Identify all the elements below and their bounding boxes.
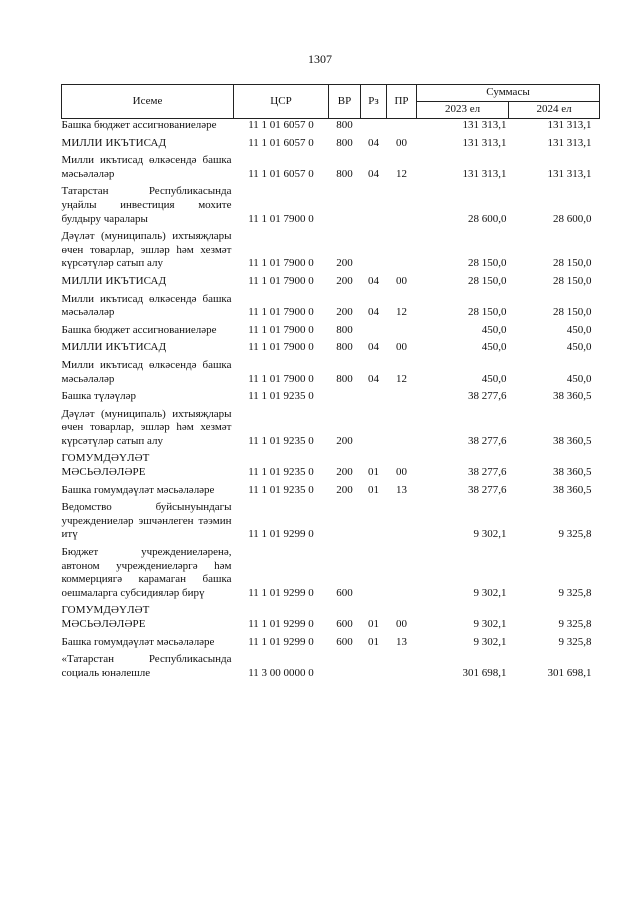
- cell-pr: [387, 185, 417, 230]
- cell-y2: 450,0: [566, 323, 592, 336]
- cell-pr: 00: [396, 136, 407, 149]
- table-row: [62, 119, 600, 137]
- cell-rz: [361, 501, 387, 546]
- cell-rz: 01: [368, 618, 379, 630]
- cell-y2: 28 600,0: [553, 212, 592, 225]
- cell-csr: 11 1 01 7900 0: [248, 212, 314, 225]
- cell-vr: 200: [336, 274, 353, 287]
- cell-pr: 00: [396, 274, 407, 287]
- cell-pr: [387, 653, 417, 684]
- table-row: [62, 230, 600, 275]
- cell-csr: 11 3 00 0000 0: [248, 666, 314, 679]
- table-row: [62, 324, 600, 342]
- cell-y1: 38 277,6: [468, 466, 507, 479]
- cell-vr: 600: [336, 618, 353, 630]
- cell-rz: [361, 408, 387, 453]
- cell-pr: 12: [396, 306, 407, 319]
- cell-rz: 04: [368, 274, 379, 287]
- table-row: [62, 636, 600, 654]
- cell-name: МИЛЛИ ИКЪТИСАД: [61, 136, 167, 149]
- cell-pr: [387, 230, 417, 275]
- cell-vr: 200: [336, 434, 353, 447]
- header-pr: ПР: [387, 85, 417, 119]
- cell-pr: [387, 546, 417, 604]
- cell-rz: [361, 230, 387, 275]
- cell-pr: 00: [396, 466, 407, 479]
- cell-y2: 28 150,0: [553, 306, 592, 319]
- cell-csr: 11 1 01 7900 0: [248, 372, 314, 385]
- cell-y1: 9 302,1: [473, 528, 507, 541]
- cell-vr: 800: [336, 341, 353, 354]
- cell-y1: 9 302,1: [473, 618, 507, 630]
- cell-vr: 800: [336, 136, 353, 149]
- cell-name: «Татарстан Республикасында социаль юнəлешле: [61, 653, 232, 679]
- cell-csr: 11 1 01 9299 0: [248, 586, 314, 599]
- cell-rz: 04: [368, 306, 379, 319]
- cell-csr: 11 1 01 7900 0: [248, 341, 314, 354]
- cell-name: Дəүлəт (муниципаль) ихтыяҗлары өчен товарлар, эшлəр һəм хезмəт күрсəтүлəр сатып алу: [61, 230, 232, 270]
- cell-y1: 38 277,6: [468, 390, 507, 403]
- cell-pr: 12: [396, 372, 407, 385]
- cell-vr: 200: [336, 466, 353, 479]
- cell-y2: 450,0: [566, 372, 592, 385]
- header-year-2023: 2023 ел: [417, 102, 509, 119]
- cell-pr: [387, 408, 417, 453]
- cell-name: Милли икътисад өлкəсендə башка мəсьəлəлəр: [61, 154, 232, 180]
- cell-pr: 13: [396, 483, 407, 496]
- cell-name: Башка бюджет ассигнованиелəре: [61, 323, 217, 336]
- cell-csr: 11 1 01 6057 0: [248, 136, 314, 149]
- cell-y1: 450,0: [481, 323, 507, 336]
- table-row: [62, 604, 600, 635]
- table-row: [62, 390, 600, 408]
- cell-vr: [329, 185, 361, 230]
- cell-name: Башка түлəүлəр: [61, 390, 137, 403]
- header-name: Исеме: [62, 85, 234, 119]
- cell-y1: 28 150,0: [468, 274, 507, 287]
- cell-pr: 00: [396, 341, 407, 354]
- cell-y2: 450,0: [566, 341, 592, 354]
- cell-csr: 11 1 01 9235 0: [248, 466, 314, 479]
- cell-pr: [387, 119, 417, 137]
- cell-y2: 131 313,1: [547, 119, 592, 131]
- table-row: [62, 359, 600, 390]
- cell-y2: 28 150,0: [553, 274, 592, 287]
- cell-y1: 28 150,0: [468, 306, 507, 319]
- cell-y1: 301 698,1: [462, 666, 507, 679]
- cell-y1: 9 302,1: [473, 586, 507, 599]
- cell-y1: 131 313,1: [462, 136, 507, 149]
- cell-y1: 38 277,6: [468, 434, 507, 447]
- table-header: [62, 85, 600, 119]
- cell-csr: 11 1 01 9235 0: [248, 434, 314, 447]
- cell-name: Башка бюджет ассигнованиелəре: [61, 119, 217, 131]
- page-number: 1307: [308, 52, 332, 66]
- cell-csr: 11 1 01 6057 0: [248, 119, 314, 131]
- cell-y1: 9 302,1: [473, 635, 507, 648]
- cell-rz: [361, 185, 387, 230]
- cell-y2: 9 325,8: [558, 635, 592, 648]
- cell-vr: [329, 501, 361, 546]
- cell-csr: 11 1 01 9299 0: [248, 618, 314, 630]
- cell-vr: 600: [336, 635, 353, 648]
- cell-vr: [329, 653, 361, 684]
- cell-rz: 04: [368, 372, 379, 385]
- budget-table: [61, 84, 600, 684]
- cell-pr: [387, 501, 417, 546]
- cell-rz: [361, 546, 387, 604]
- cell-vr: 200: [336, 306, 353, 319]
- cell-y1: 28 150,0: [468, 257, 507, 270]
- header-sums: Суммасы: [417, 85, 600, 102]
- cell-name: Башка гомумдəүлəт мəсьəлəлəре: [61, 635, 215, 648]
- cell-vr: 600: [336, 586, 353, 599]
- cell-name: Бюджет учреждениелəренə, автоном учреждениелəргə һəм коммерциягə карамаган башка оешмаларга субсидиялəр бирү: [61, 546, 232, 599]
- cell-y1: 131 313,1: [462, 119, 507, 131]
- cell-pr: [387, 390, 417, 408]
- cell-y2: 38 360,5: [553, 466, 592, 479]
- cell-name: Дəүлəт (муниципаль) ихтыяҗлары өчен товарлар, эшлəр һəм хезмəт күрсəтүлəр сатып алу: [61, 407, 232, 447]
- cell-csr: 11 1 01 6057 0: [248, 167, 314, 180]
- cell-csr: 11 1 01 7900 0: [248, 306, 314, 319]
- cell-rz: 04: [368, 136, 379, 149]
- cell-y2: 301 698,1: [547, 666, 592, 679]
- cell-y1: 450,0: [481, 372, 507, 385]
- cell-rz: [361, 119, 387, 137]
- table-row: [62, 501, 600, 546]
- cell-name: Милли икътисад өлкəсендə башка мəсьəлəлəр: [61, 358, 232, 385]
- table-row: [62, 185, 600, 230]
- cell-csr: 11 1 01 7900 0: [248, 257, 314, 270]
- cell-name: ГОМУМДƏҮЛƏТ МƏСЬƏЛƏЛƏРЕ: [61, 604, 150, 630]
- cell-y1: 38 277,6: [468, 483, 507, 496]
- cell-y1: 28 600,0: [468, 212, 507, 225]
- cell-vr: 800: [336, 167, 353, 180]
- table-body: [62, 119, 600, 685]
- cell-y2: 28 150,0: [553, 257, 592, 270]
- cell-rz: 01: [368, 483, 379, 496]
- cell-csr: 11 1 01 7900 0: [248, 274, 314, 287]
- cell-name: Татарстан Республикасында уңайлы инвестиция мохите булдыру чаралары: [61, 185, 232, 225]
- table-row: [62, 484, 600, 502]
- cell-name: Башка гомумдəүлəт мəсьəлəлəре: [61, 483, 215, 496]
- cell-y2: 9 325,8: [558, 528, 592, 541]
- table-row: [62, 341, 600, 359]
- cell-rz: [361, 653, 387, 684]
- cell-rz: 01: [368, 635, 379, 648]
- table-row: [62, 293, 600, 324]
- header-year-2024: 2024 ел: [509, 102, 600, 119]
- cell-name: Ведомство буйсынуындагы учреждениелəр эшчəнлеген тəэмин итү: [61, 501, 232, 541]
- cell-y2: 131 313,1: [547, 167, 592, 180]
- cell-vr: [329, 390, 361, 408]
- cell-vr: 800: [336, 372, 353, 385]
- cell-name: МИЛЛИ ИКЪТИСАД: [61, 274, 167, 287]
- cell-rz: [361, 324, 387, 342]
- cell-y2: 131 313,1: [547, 136, 592, 149]
- cell-rz: [361, 390, 387, 408]
- cell-name: Милли икътисад өлкəсендə башка мəсьəлəлəр: [61, 292, 232, 319]
- table-row: [62, 154, 600, 185]
- table-row: [62, 408, 600, 453]
- cell-vr: 200: [336, 483, 353, 496]
- cell-pr: 00: [396, 618, 407, 630]
- cell-name: МИЛЛИ ИКЪТИСАД: [61, 341, 167, 354]
- cell-y2: 38 360,5: [553, 390, 592, 403]
- cell-y2: 9 325,8: [558, 586, 592, 599]
- cell-csr: 11 1 01 9235 0: [248, 390, 314, 403]
- cell-rz: 04: [368, 341, 379, 354]
- table-row: [62, 137, 600, 155]
- header-vr: ВР: [329, 85, 361, 119]
- cell-y1: 131 313,1: [462, 167, 507, 180]
- cell-csr: 11 1 01 7900 0: [248, 323, 314, 336]
- cell-csr: 11 1 01 9299 0: [248, 528, 314, 541]
- cell-csr: 11 1 01 9299 0: [248, 635, 314, 648]
- cell-rz: 04: [368, 167, 379, 180]
- cell-vr: 800: [336, 119, 353, 131]
- header-csr: ЦСР: [234, 85, 329, 119]
- table-row: [62, 452, 600, 483]
- cell-pr: [387, 324, 417, 342]
- cell-vr: 800: [336, 323, 353, 336]
- table-row: [62, 653, 600, 684]
- cell-pr: 12: [396, 167, 407, 180]
- cell-vr: 200: [336, 257, 353, 270]
- cell-rz: 01: [368, 466, 379, 479]
- header-rz: Рз: [361, 85, 387, 119]
- cell-y1: 450,0: [481, 341, 507, 354]
- cell-y2: 9 325,8: [558, 618, 592, 630]
- table-row: [62, 546, 600, 604]
- table-row: [62, 275, 600, 293]
- cell-y2: 38 360,5: [553, 434, 592, 447]
- cell-y2: 38 360,5: [553, 483, 592, 496]
- cell-csr: 11 1 01 9235 0: [248, 483, 314, 496]
- cell-name: ГОМУМДƏҮЛƏТ МƏСЬƏЛƏЛƏРЕ: [61, 452, 150, 479]
- cell-pr: 13: [396, 635, 407, 648]
